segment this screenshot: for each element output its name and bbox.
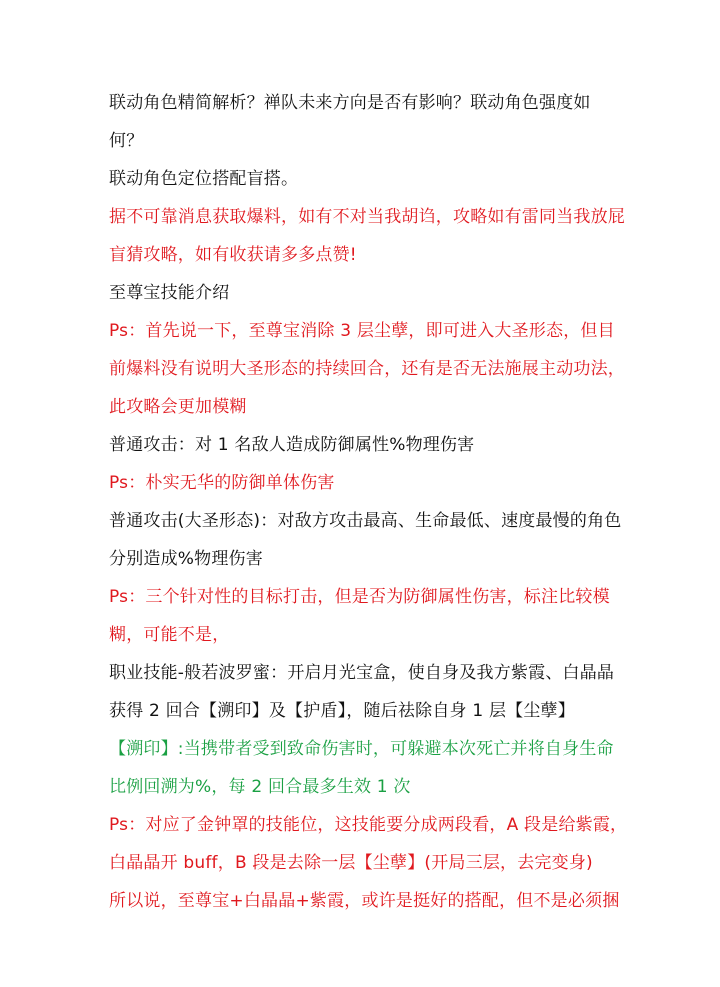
disclaimer-line: 据不可靠消息获取爆料，如有不对当我胡诌，攻略如有雷同当我放屁 (109, 207, 625, 227)
ps-note: Ps：朴实无华的防御单体伤害 (109, 473, 335, 493)
skill-description: 获得 2 回合【溯印】及【护盾】，随后祛除自身 1 层【尘孽】 (109, 701, 575, 721)
ps-note: 前爆料没有说明大圣形态的持续回合，还有是否无法施展主动功法， (109, 359, 625, 379)
document-body (109, 84, 628, 920)
text-line: 何？ (109, 131, 144, 151)
skill-description: 职业技能-般若波罗蜜：开启月光宝盒，使自身及我方紫霞、白晶晶 (109, 663, 615, 683)
text-line: 联动角色精简解析？禅队未来方向是否有影响？联动角色强度如 (109, 93, 591, 113)
ps-note: 白晶晶开 buff，B 段是去除一层【尘孽】(开局三层，去完变身) (109, 853, 593, 873)
skill-description: 普通攻击：对 1 名敌人造成防御属性%物理伤害 (109, 435, 475, 455)
ps-note: 所以说，至尊宝+白晶晶+紫霞，或许是挺好的搭配，但不是必须捆 (109, 891, 620, 911)
ps-note: Ps：首先说一下，至尊宝消除 3 层尘孽，即可进入大圣形态，但目 (109, 321, 615, 341)
ps-note: Ps：对应了金钟罩的技能位，这技能要分成两段看，A 段是给紫霞， (109, 815, 628, 835)
section-heading: 至尊宝技能介绍 (109, 283, 230, 303)
ps-note: Ps：三个针对性的目标打击，但是否为防御属性伤害，标注比较模 (109, 587, 610, 607)
ps-note: 此攻略会更加模糊 (109, 397, 247, 417)
skill-description: 分别造成%物理伤害 (109, 549, 263, 569)
text-line: 联动角色定位搭配盲搭。 (109, 169, 299, 189)
ps-note: 糊，可能不是， (109, 625, 230, 645)
skill-description: 普通攻击(大圣形态)：对敌方攻击最高、生命最低、速度最慢的角色 (109, 511, 622, 531)
disclaimer-line: 盲猜攻略，如有收获请多多点赞! (109, 245, 357, 265)
effect-definition: 比例回溯为%，每 2 回合最多生效 1 次 (109, 777, 411, 797)
effect-definition: 【溯印】:当携带者受到致命伤害时，可躲避本次死亡并将自身生命 (109, 739, 614, 759)
